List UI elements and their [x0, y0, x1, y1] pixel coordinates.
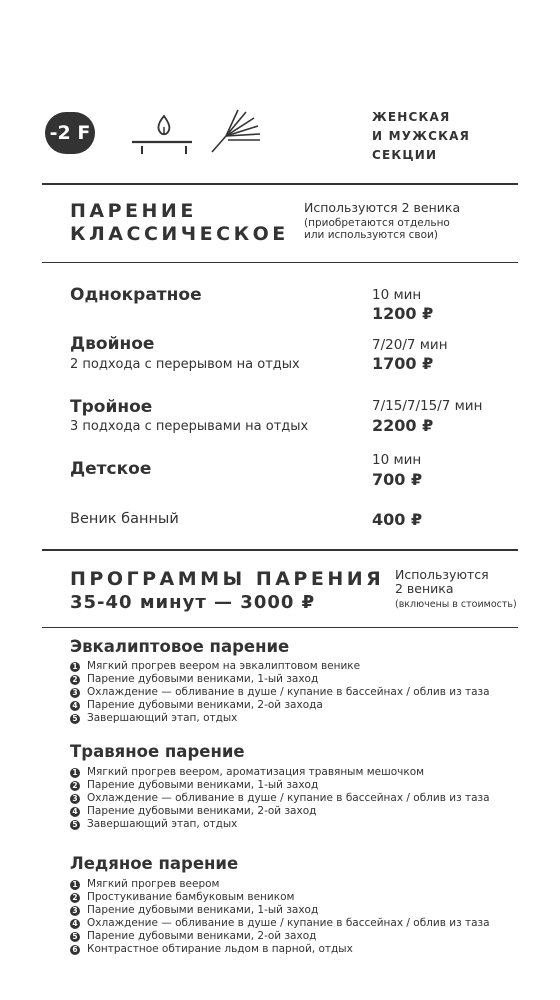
step-number: 1	[70, 768, 80, 778]
section-label	[372, 108, 470, 165]
program-steps	[70, 878, 490, 956]
step-number: 6	[70, 945, 80, 955]
program-title: Травяное парение	[70, 742, 245, 761]
step-text: Парение дубовыми вениками, 2-ой заход	[87, 805, 317, 817]
section-label-line: ЖЕНСКАЯ	[372, 110, 451, 124]
item-time: 10 мин	[372, 452, 422, 468]
step-text: Мягкий прогрев веером	[87, 878, 220, 890]
divider	[42, 183, 518, 185]
step-text: Парение дубовыми вениками, 1-ый заход	[87, 904, 319, 916]
step-text: Простукивание бамбуковым веником	[87, 891, 295, 903]
item-title: Однократное	[70, 285, 202, 305]
item-price: 700 ₽	[372, 470, 423, 489]
broom-label: Веник банный	[70, 511, 179, 527]
list-item	[70, 792, 490, 805]
section-label-line: И МУЖСКАЯ	[372, 129, 471, 143]
item-time: 10 мин	[372, 287, 422, 303]
list-item	[70, 930, 490, 943]
programs-note-line: 2 веника	[395, 581, 454, 596]
programs-heading: ПРОГРАММЫ ПАРЕНИЯ	[70, 568, 385, 590]
step-number: 4	[70, 919, 80, 929]
list-item	[70, 660, 490, 673]
classic-heading	[70, 200, 289, 246]
list-item	[70, 686, 490, 699]
classic-note	[304, 201, 460, 241]
step-number: 3	[70, 688, 80, 698]
divider	[42, 627, 518, 628]
list-item	[70, 766, 490, 779]
classic-heading-line: КЛАССИЧЕСКОЕ	[70, 223, 289, 245]
step-number: 4	[70, 701, 80, 711]
step-number: 5	[70, 932, 80, 942]
classic-note-main: Используются 2 веника	[304, 200, 461, 215]
list-item	[70, 917, 490, 930]
list-item	[70, 818, 490, 831]
step-number: 1	[70, 662, 80, 672]
divider	[42, 549, 518, 551]
step-number: 5	[70, 714, 80, 724]
program-title: Эвкалиптовое парение	[70, 637, 290, 656]
step-number: 2	[70, 781, 80, 791]
item-price: 1200 ₽	[372, 304, 434, 323]
list-item	[70, 699, 490, 712]
step-number: 4	[70, 807, 80, 817]
broom-price: 400 ₽	[372, 510, 423, 529]
item-subtitle: 2 подхода с перерывом на отдых	[70, 357, 300, 372]
program-steps	[70, 660, 490, 725]
list-item	[70, 712, 490, 725]
item-title: Двойное	[70, 334, 155, 354]
step-number: 1	[70, 880, 80, 890]
step-number: 3	[70, 794, 80, 804]
step-text: Парение дубовыми вениками, 2-ой захода	[87, 699, 323, 711]
step-text: Контрастное обтирание льдом в парной, отдых	[87, 943, 353, 955]
item-price: 2200 ₽	[372, 416, 434, 435]
list-item	[70, 878, 490, 891]
programs-note-small: (включены в стоимость)	[395, 599, 517, 610]
list-item	[70, 779, 490, 792]
step-number: 2	[70, 893, 80, 903]
step-text: Мягкий прогрев веером, ароматизация травяным мешочком	[87, 766, 425, 778]
item-time: 7/15/7/15/7 мин	[372, 398, 483, 414]
step-text: Парение дубовыми вениками, 1-ый заход	[87, 779, 319, 791]
broom-icon	[212, 110, 260, 152]
item-price: 1700 ₽	[372, 354, 434, 373]
step-number: 5	[70, 820, 80, 830]
item-subtitle: 3 подхода с перерывами на отдых	[70, 419, 309, 434]
list-item	[70, 673, 490, 686]
floor-badge: -2 F	[45, 112, 95, 154]
step-text: Охлаждение — обливание в душе / купание в бассейнах / облив из таза	[87, 917, 490, 929]
step-text: Завершающий этап, отдых	[87, 818, 238, 830]
programs-note	[395, 568, 517, 611]
item-title: Детское	[70, 459, 152, 479]
programs-note-line: Используются	[395, 567, 489, 582]
step-text: Мягкий прогрев веером на эвкалиптовом венике	[87, 660, 361, 672]
item-time: 7/20/7 мин	[372, 337, 448, 353]
list-item	[70, 904, 490, 917]
step-text: Охлаждение — обливание в душе / купание в бассейнах / облив из таза	[87, 792, 490, 804]
list-item	[70, 891, 490, 904]
section-label-line: СЕКЦИИ	[372, 148, 438, 162]
step-text: Парение дубовыми вениками, 1-ый заход	[87, 673, 319, 685]
programs-price: 35-40 минут — 3000 ₽	[70, 592, 316, 613]
program-steps	[70, 766, 490, 831]
header-icons	[130, 108, 270, 164]
program-title: Ледяное парение	[70, 854, 239, 873]
divider	[42, 262, 518, 263]
step-number: 2	[70, 675, 80, 685]
step-number: 3	[70, 906, 80, 916]
list-item	[70, 805, 490, 818]
classic-heading-line: ПАРЕНИЕ	[70, 200, 197, 222]
classic-note-sub: или используются свои)	[304, 229, 438, 241]
item-title: Тройное	[70, 397, 153, 417]
step-text: Охлаждение — обливание в душе / купание в бассейнах / облив из таза	[87, 686, 490, 698]
step-text: Завершающий этап, отдых	[87, 712, 238, 724]
sauna-heater-icon	[130, 108, 270, 160]
list-item	[70, 943, 490, 956]
classic-note-sub: (приобретаются отдельно	[304, 217, 450, 229]
step-text: Парение дубовыми вениками, 2-ой заход	[87, 930, 317, 942]
